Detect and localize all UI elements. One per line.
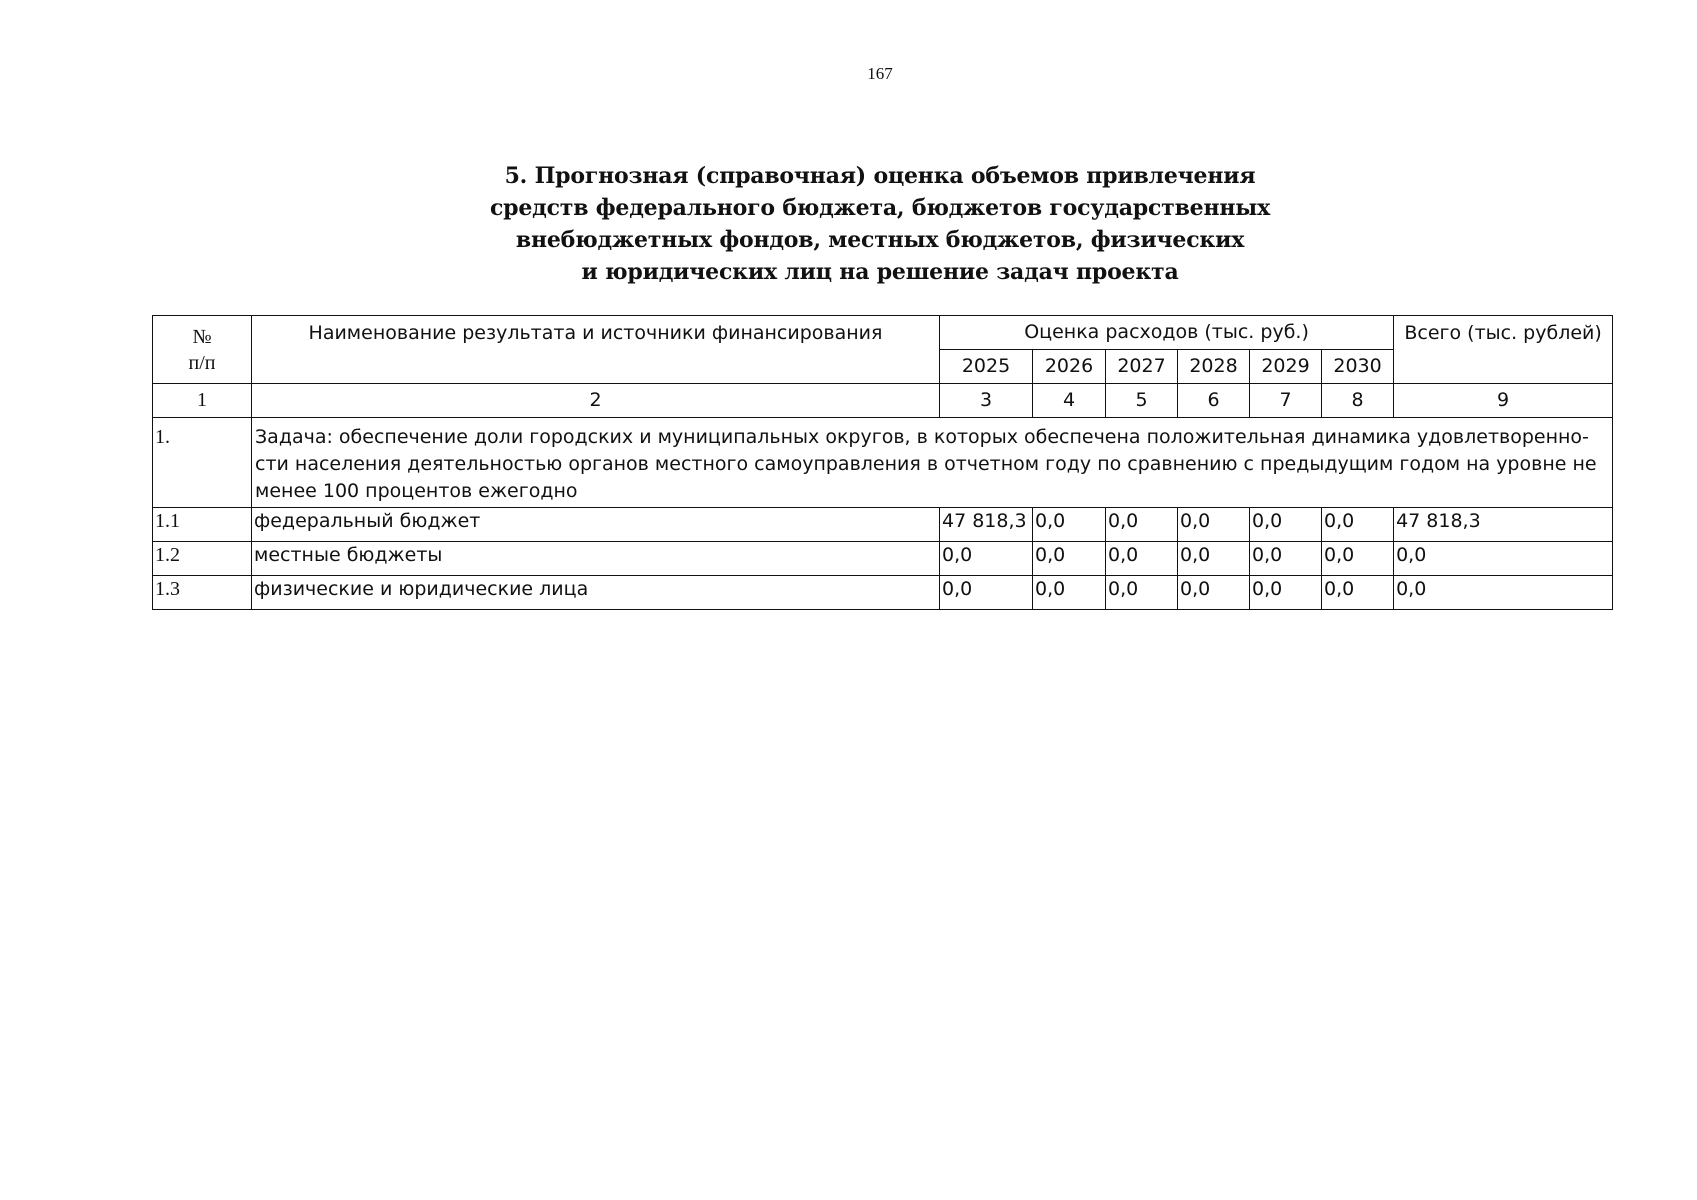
- row-value-2025: 47 818,3: [940, 508, 1033, 542]
- row-value-2029: 0,0: [1250, 576, 1322, 610]
- row-value-2030: 0,0: [1322, 542, 1394, 576]
- header-total-col: Всего (тыс. рублей): [1394, 316, 1613, 384]
- title-line-3: внебюджетных фондов, местных бюджетов, физических: [515, 227, 1245, 253]
- table-row: [153, 542, 1613, 576]
- row-num: 1.1: [153, 508, 252, 542]
- row-value-2029: 0,0: [1250, 542, 1322, 576]
- row-value-2025: 0,0: [940, 542, 1033, 576]
- header-row-1: [153, 316, 1613, 350]
- budget-table: [152, 315, 1613, 610]
- header-year-2030: 2030: [1322, 350, 1394, 384]
- column-number-7: 7: [1250, 384, 1322, 418]
- row-value-2027: 0,0: [1106, 542, 1178, 576]
- task-text: Задача: обеспечение доли городских и муниципальных округов, в которых обеспечена положительная динамика удовлетворенно-сти населения деятельностью органов местного самоуправления в отчетном году по сравнению с предыдущим годом на уровне не менее 100 процентов ежегодно: [252, 418, 1613, 508]
- table-row: [153, 508, 1613, 542]
- column-number-9: 9: [1394, 384, 1613, 418]
- row-value-2028: 0,0: [1178, 542, 1250, 576]
- row-value-2027: 0,0: [1106, 508, 1178, 542]
- row-num: 1.2: [153, 542, 252, 576]
- row-value-2026: 0,0: [1033, 542, 1106, 576]
- header-year-2028: 2028: [1178, 350, 1250, 384]
- row-value-2030: 0,0: [1322, 576, 1394, 610]
- row-value-2026: 0,0: [1033, 576, 1106, 610]
- row-total: 0,0: [1394, 576, 1613, 610]
- task-num: 1.: [153, 418, 252, 508]
- column-number-1: 1: [153, 384, 252, 418]
- row-total: 0,0: [1394, 542, 1613, 576]
- header-year-2029: 2029: [1250, 350, 1322, 384]
- header-year-2026: 2026: [1033, 350, 1106, 384]
- row-value-2028: 0,0: [1178, 576, 1250, 610]
- column-number-6: 6: [1178, 384, 1250, 418]
- column-number-4: 4: [1033, 384, 1106, 418]
- row-num: 1.3: [153, 576, 252, 610]
- row-value-2026: 0,0: [1033, 508, 1106, 542]
- header-name-col: Наименование результата и источники финансирования: [252, 316, 940, 384]
- table-row: [153, 576, 1613, 610]
- task-row: [153, 418, 1613, 508]
- row-value-2025: 0,0: [940, 576, 1033, 610]
- page-number: 167: [867, 64, 893, 83]
- row-source-name: физические и юридические лица: [252, 576, 940, 610]
- header-estimate-group: Оценка расходов (тыс. руб.): [940, 316, 1394, 350]
- header-year-2025: 2025: [940, 350, 1033, 384]
- title-line-2: средств федерального бюджета, бюджетов государственных: [489, 195, 1271, 221]
- title-line-1: 5. Прогнозная (справочная) оценка объемов привлечения: [504, 163, 1256, 189]
- section-title: [400, 160, 1360, 288]
- column-number-8: 8: [1322, 384, 1394, 418]
- row-value-2030: 0,0: [1322, 508, 1394, 542]
- title-line-4: и юридических лиц на решение задач проекта: [581, 259, 1179, 285]
- row-source-name: местные бюджеты: [252, 542, 940, 576]
- column-numbers-row: [153, 384, 1613, 418]
- row-value-2028: 0,0: [1178, 508, 1250, 542]
- header-num-col: № п/п: [153, 316, 252, 384]
- row-value-2027: 0,0: [1106, 576, 1178, 610]
- row-source-name: федеральный бюджет: [252, 508, 940, 542]
- column-number-3: 3: [940, 384, 1033, 418]
- row-total: 47 818,3: [1394, 508, 1613, 542]
- row-value-2029: 0,0: [1250, 508, 1322, 542]
- column-number-5: 5: [1106, 384, 1178, 418]
- header-year-2027: 2027: [1106, 350, 1178, 384]
- column-number-2: 2: [252, 384, 940, 418]
